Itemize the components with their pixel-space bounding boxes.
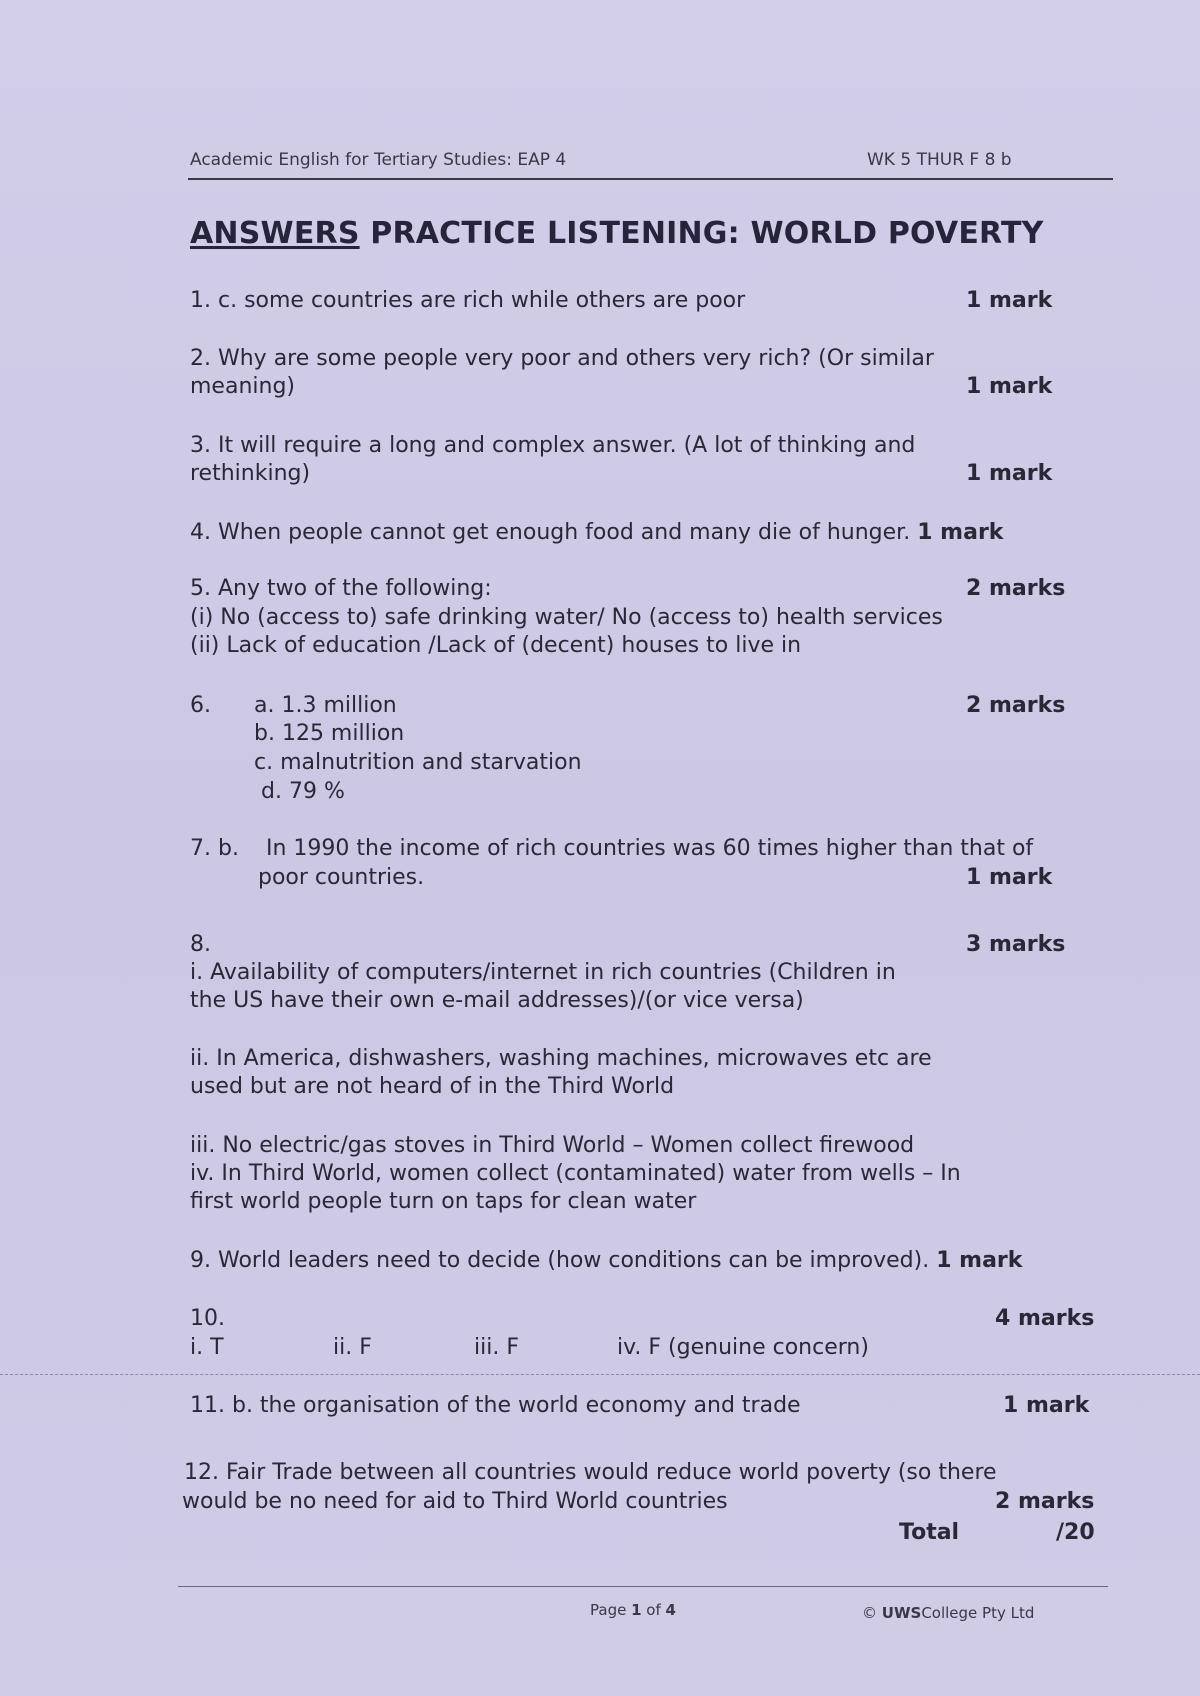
- q8-ii-line1: ii. In America, dishwashers, washing machines, microwaves etc are: [190, 1046, 932, 1071]
- page-number: [590, 1601, 676, 1619]
- q2-mark: 1 mark: [966, 374, 1053, 399]
- copyright-symbol: ©: [862, 1604, 882, 1622]
- title-rest: PRACTICE LISTENING: WORLD POVERTY: [359, 216, 1044, 251]
- q6-a: a. 1.3 million: [254, 693, 397, 718]
- q12-line2: would be no need for aid to Third World countries: [182, 1489, 728, 1514]
- header-rule: [188, 178, 1113, 180]
- q8-i-line1: i. Availability of computers/internet in rich countries (Children in: [190, 960, 896, 985]
- q4-text: [190, 519, 1003, 547]
- q8-number: 8.: [190, 932, 211, 957]
- q10-mark: 4 marks: [995, 1306, 1095, 1331]
- q6-b: b. 125 million: [254, 721, 405, 746]
- q9-text: [190, 1247, 1022, 1275]
- page-current: 1: [631, 1601, 642, 1619]
- q6-mark: 2 marks: [966, 693, 1066, 718]
- q5-item-i: (i) No (access to) safe drinking water/ No (access to) health services: [190, 605, 943, 630]
- page-total: 4: [665, 1601, 676, 1619]
- q10-iii: iii. F: [474, 1335, 519, 1360]
- q6-c: c. malnutrition and starvation: [254, 750, 582, 775]
- title-underlined: ANSWERS: [190, 216, 360, 251]
- q5-intro: 5. Any two of the following:: [190, 576, 492, 601]
- q5-item-ii: (ii) Lack of education /Lack of (decent) houses to live in: [190, 633, 802, 658]
- q2-line2: meaning): [190, 374, 295, 399]
- q8-iii: iii. No electric/gas stoves in Third World – Women collect firewood: [190, 1133, 915, 1158]
- q1-text: 1. c. some countries are rich while others are poor: [190, 288, 746, 313]
- section-divider: [0, 1374, 1200, 1375]
- page-prefix: Page: [590, 1601, 632, 1619]
- q2-line1: 2. Why are some people very poor and others very rich? (Or similar: [190, 346, 934, 371]
- q9-answer: 9. World leaders need to decide (how conditions can be improved).: [190, 1248, 930, 1273]
- q8-i-line2: the US have their own e-mail addresses)/(or vice versa): [190, 988, 804, 1013]
- copyright-rest: College Pty Ltd: [921, 1604, 1035, 1622]
- footer-rule: [178, 1586, 1108, 1587]
- q4-answer: 4. When people cannot get enough food and many die of hunger.: [190, 520, 911, 545]
- q3-line1: 3. It will require a long and complex answer. (A lot of thinking and: [190, 433, 916, 458]
- q10-i: i. T: [190, 1335, 224, 1360]
- q7-mark: 1 mark: [966, 865, 1053, 890]
- page-title: [190, 216, 1044, 251]
- q11-mark: 1 mark: [1003, 1393, 1090, 1418]
- q12-line1: 12. Fair Trade between all countries would reduce world poverty (so there: [184, 1460, 997, 1485]
- page-of: of: [641, 1601, 666, 1619]
- total-value: /20: [1056, 1520, 1095, 1545]
- copyright-brand: UWS: [881, 1604, 922, 1622]
- q8-ii-line2: used but are not heard of in the Third World: [190, 1074, 675, 1099]
- q9-mark: 1 mark: [936, 1248, 1023, 1273]
- q7-number: 7. b.: [190, 836, 239, 861]
- q10-iv: iv. F (genuine concern): [617, 1335, 869, 1360]
- q5-mark: 2 marks: [966, 576, 1066, 601]
- q4-mark: 1 mark: [917, 520, 1004, 545]
- week-code: WK 5 THUR F 8 b: [867, 150, 1012, 170]
- q3-mark: 1 mark: [966, 461, 1053, 486]
- q7-line2: poor countries.: [258, 865, 425, 890]
- q6-number: 6.: [190, 693, 211, 718]
- total-label: Total: [899, 1520, 960, 1545]
- q1-mark: 1 mark: [966, 288, 1053, 313]
- q8-mark: 3 marks: [966, 932, 1066, 957]
- q8-iv-line2: first world people turn on taps for clean water: [190, 1189, 697, 1214]
- q12-mark: 2 marks: [995, 1489, 1095, 1514]
- q10-ii: ii. F: [333, 1335, 372, 1360]
- copyright: [862, 1604, 1034, 1622]
- q10-number: 10.: [190, 1306, 225, 1331]
- q7-line1: In 1990 the income of rich countries was 60 times higher than that of: [266, 836, 1034, 861]
- q6-d: d. 79 %: [261, 779, 345, 804]
- q8-iv-line1: iv. In Third World, women collect (contaminated) water from wells – In: [190, 1161, 961, 1186]
- course-title: Academic English for Tertiary Studies: EAP 4: [190, 150, 567, 170]
- q3-line2: rethinking): [190, 461, 311, 486]
- q11-text: 11. b. the organisation of the world economy and trade: [190, 1393, 801, 1418]
